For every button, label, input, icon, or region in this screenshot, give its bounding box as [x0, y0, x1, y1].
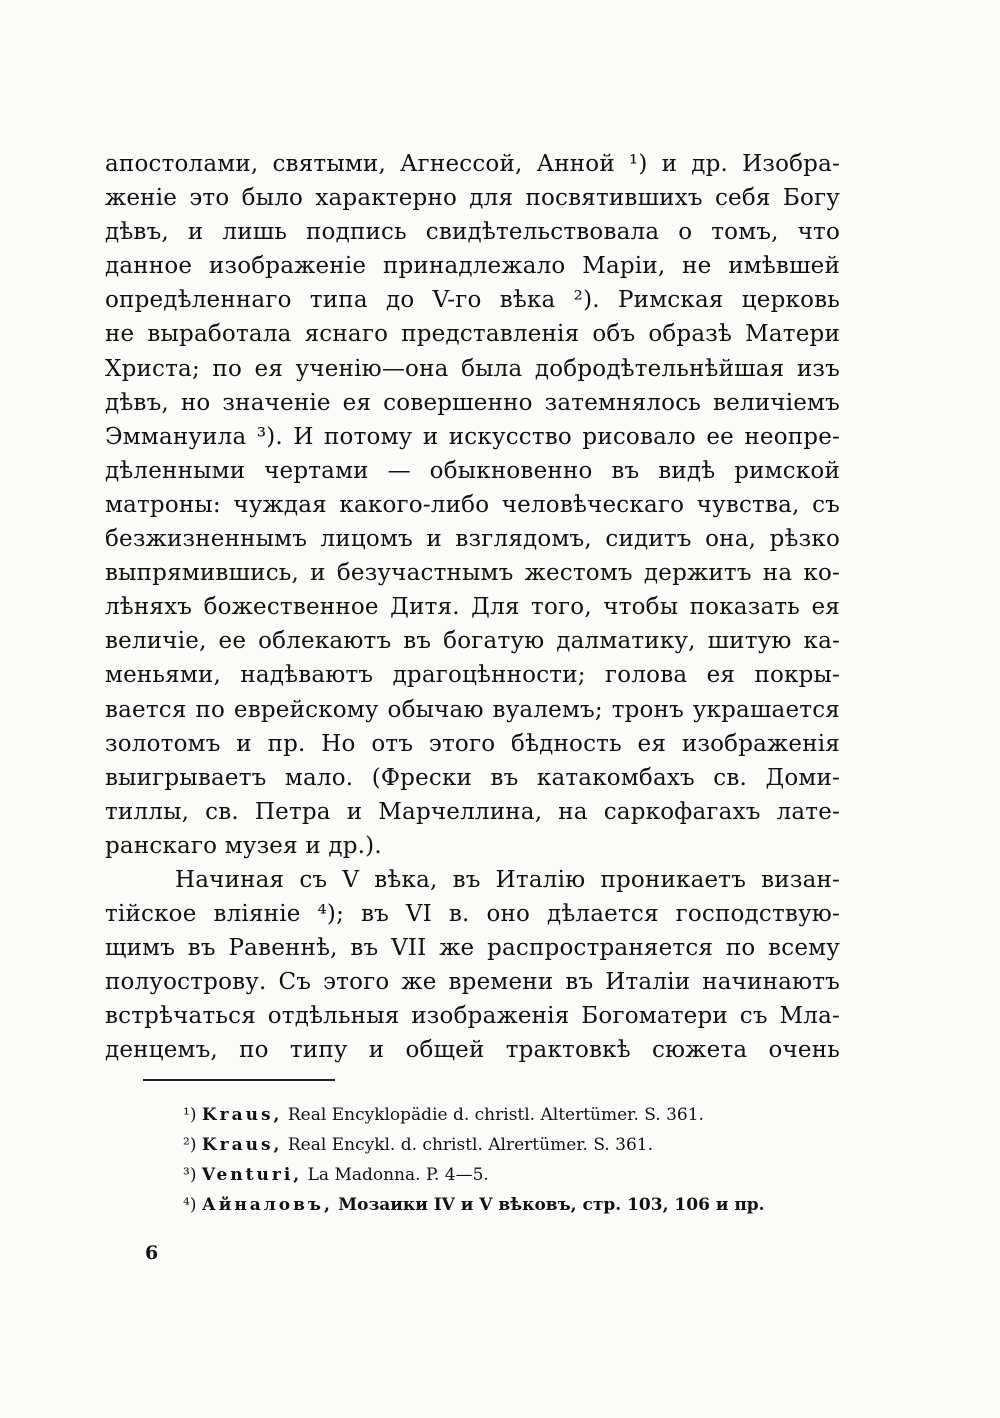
footnote-author: Kraus,: [201, 1135, 283, 1155]
footnote-number: ³): [183, 1165, 197, 1185]
footnote-author: Kraus,: [201, 1105, 283, 1125]
page-number: 6: [145, 1242, 159, 1264]
text-line: лѣняхъ божественное Дитя. Для того, чтобы показать ея: [105, 594, 840, 621]
footnote-text: La Madonna. P. 4—5.: [307, 1165, 489, 1185]
text-line: дѣвъ, и лишь подпись свидѣтельствовала о томъ, что: [105, 219, 840, 246]
text-line: Эммануила ³). И потому и искусство рисовало ее неопре-: [105, 423, 840, 450]
footnote-author: Venturi,: [201, 1165, 303, 1185]
footnote-text: Мозаики IV и V вѣковъ, стр. 103, 106 и пр.: [338, 1195, 765, 1215]
main-text: [105, 147, 840, 1068]
text-line: дѣленными чертами — обыкновенно въ видѣ римской: [105, 457, 840, 484]
text-line: женіе это было характерно для посвятившихъ себя Богу: [105, 185, 840, 212]
footnote-2: [183, 1130, 863, 1160]
text-line: данное изображеніе принадлежало Маріи, не имѣвшей: [105, 253, 840, 280]
text-line: апостолами, святыми, Агнессой, Анной ¹) и др. Изобра-: [105, 151, 840, 177]
text-line: не выработала яснаго представленія объ образѣ Матери: [105, 321, 840, 348]
paragraph-start-line: Начиная съ V вѣка, въ Италію проникаетъ визан-: [175, 866, 840, 893]
text-line: безжизненнымъ лицомъ и взглядомъ, сидитъ она, рѣзко: [105, 526, 840, 553]
text-line: дѣвъ, но значеніе ея совершенно затемнялось величіемъ: [105, 389, 840, 416]
footnote-text: Real Encyklopädie d. christl. Altertümer. S. 361.: [287, 1105, 704, 1125]
text-line: щимъ въ Равеннѣ, въ VII же распространяется по всему: [105, 935, 840, 962]
footnote-text: Real Encykl. d. christl. Alrertümer. S. 361.: [287, 1135, 654, 1155]
footnote-1: [183, 1100, 863, 1130]
text-line: тиллы, св. Петра и Марчеллина, на саркофагахъ лате-: [105, 798, 840, 825]
text-line: тійское вліяніе ⁴); въ VI в. оно дѣлается господствую-: [105, 901, 840, 928]
text-line: встрѣчаться отдѣльныя изображенія Богоматери съ Мла-: [105, 1003, 840, 1030]
text-line: вается по еврейскому обычаю вуалемъ; тронъ украшается: [105, 696, 840, 723]
text-line: ранскаго музея и др.).: [105, 832, 382, 859]
text-line: опредѣленнаго типа до V-го вѣка ²). Римская церковь: [105, 287, 840, 314]
text-line: выпрямившись, и безучастнымъ жестомъ держитъ на ко-: [105, 560, 840, 587]
text-line: величіе, ее облекаютъ въ богатую далматику, шитую ка-: [105, 628, 840, 655]
text-line: золотомъ и пр. Но отъ этого бѣдность ея изображенія: [105, 730, 840, 757]
text-line: полуострову. Съ этого же времени въ Италіи начинаютъ: [105, 969, 840, 996]
footnote-number: ⁴): [183, 1195, 197, 1215]
footnotes: [183, 1100, 863, 1220]
footnote-divider: [143, 1079, 335, 1081]
footnote-number: ¹): [183, 1105, 197, 1125]
text-line: матроны: чуждая какого-либо человѣческаго чувства, съ: [105, 491, 840, 518]
footnote-4: [183, 1190, 863, 1220]
footnote-3: [183, 1160, 863, 1190]
text-line: Христа; по ея ученію—она была добродѣтельнѣйшая изъ: [105, 355, 840, 382]
footnote-author: Айналовъ,: [201, 1195, 333, 1215]
text-line: меньями, надѣваютъ драгоцѣнности; голова ея покры-: [105, 662, 840, 689]
text-line: выигрываетъ мало. (Фрески въ катакомбахъ св. Доми-: [105, 764, 840, 791]
footnote-number: ²): [183, 1135, 197, 1155]
text-line: денцемъ, по типу и общей трактовкѣ сюжета очень: [105, 1037, 840, 1064]
